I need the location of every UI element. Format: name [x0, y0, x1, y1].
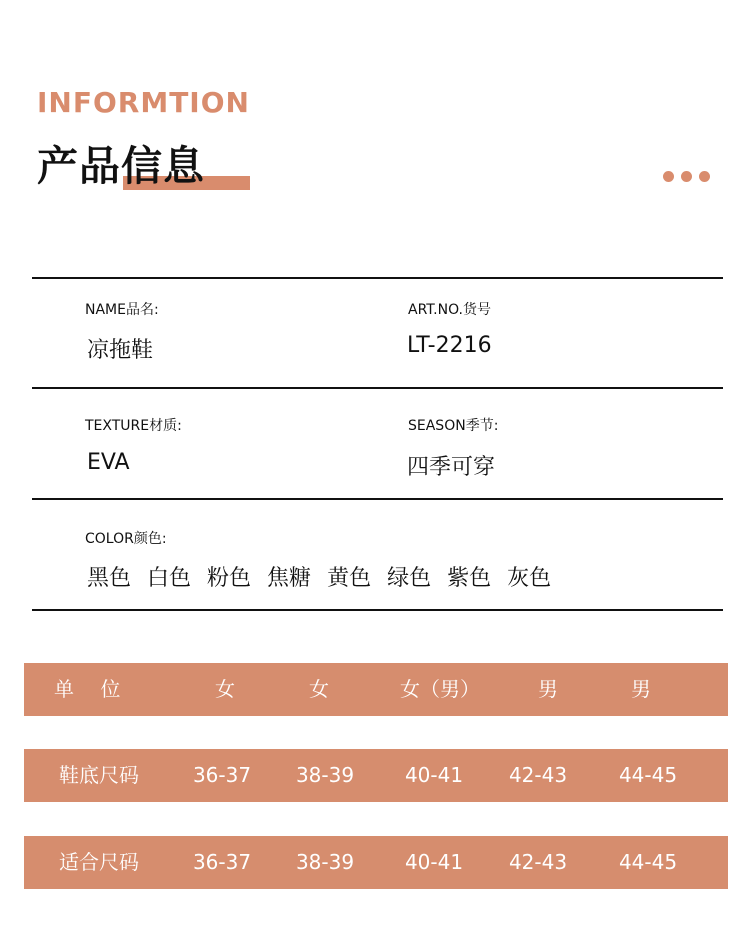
divider-2: [32, 498, 723, 500]
table-cell: 44-45: [618, 763, 678, 787]
art-no-value: LT-2216: [407, 333, 492, 358]
art-no-label: ART.NO.货号: [408, 302, 492, 318]
row-header: 适合尺码: [59, 850, 139, 874]
divider-bottom: [32, 609, 723, 611]
color-list: [87, 561, 551, 592]
texture-value: EVA: [87, 450, 130, 475]
color-item: 焦糖: [267, 566, 312, 591]
color-item: 绿色: [387, 566, 432, 591]
divider-top: [32, 277, 723, 279]
section-eyebrow: INFORMTION: [37, 86, 250, 119]
row-header: 鞋底尺码: [59, 763, 139, 787]
size-row-fit: [24, 836, 728, 889]
table-cell: 42-43: [508, 763, 568, 787]
table-cell: 女: [215, 677, 235, 701]
dot: [699, 171, 710, 182]
season-value: 四季可穿: [407, 455, 496, 480]
row-header: 单 位: [54, 677, 131, 701]
color-item: 黑色: [87, 566, 132, 591]
name-value: 凉拖鞋: [87, 338, 154, 363]
color-item: 灰色: [507, 566, 552, 591]
table-cell: 女（男）: [400, 677, 480, 701]
table-cell: 36-37: [192, 763, 252, 787]
more-dots-icon: [663, 171, 713, 183]
name-label: NAME品名:: [85, 302, 159, 318]
season-label: SEASON季节:: [408, 418, 499, 434]
color-label: COLOR颜色:: [85, 531, 167, 547]
color-item: 粉色: [207, 566, 252, 591]
dot: [681, 171, 692, 182]
table-cell: 男: [538, 677, 558, 701]
page-title: 产品信息: [37, 142, 205, 190]
table-cell: 42-43: [508, 850, 568, 874]
table-cell: 36-37: [192, 850, 252, 874]
table-cell: 44-45: [618, 850, 678, 874]
table-cell: 38-39: [295, 850, 355, 874]
divider-1: [32, 387, 723, 389]
table-cell: 男: [631, 677, 651, 701]
dot: [663, 171, 674, 182]
table-cell: 女: [309, 677, 329, 701]
section-title-block: [37, 140, 205, 192]
size-row-unit: [24, 663, 728, 716]
size-row-sole: [24, 749, 728, 802]
texture-label: TEXTURE材质:: [85, 418, 182, 434]
color-item: 紫色: [447, 566, 492, 591]
table-cell: 40-41: [404, 763, 464, 787]
color-item: 黄色: [327, 566, 372, 591]
color-item: 白色: [147, 566, 192, 591]
table-cell: 40-41: [404, 850, 464, 874]
table-cell: 38-39: [295, 763, 355, 787]
